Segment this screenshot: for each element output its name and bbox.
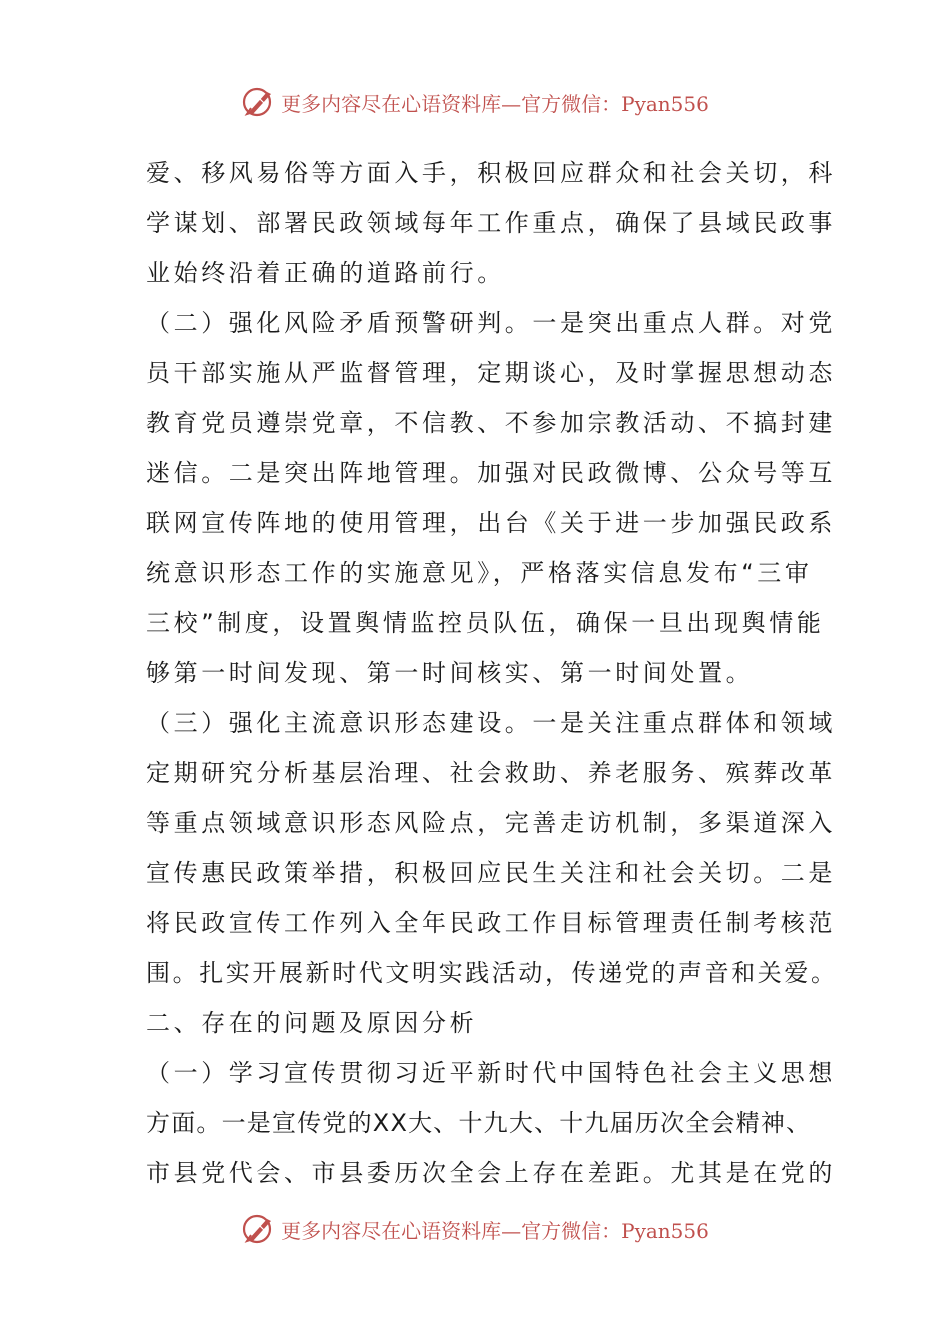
header-watermark [0, 82, 950, 122]
text-line: 宣传惠民政策举措，积极回应民生关注和社会关切。二是 [146, 859, 836, 887]
text-line: 联网宣传阵地的使用管理，出台《关于进一步加强民政系 [146, 509, 836, 537]
section-heading: （一）学习宣传贯彻习近平新时代中国特色社会主义思想 [146, 1059, 836, 1087]
section-heading: （二）强化风险矛盾预警研判。一是突出重点人群。对党 [146, 309, 836, 337]
text-line: 业始终沿着正确的道路前行。 [146, 259, 505, 287]
text-line: 员干部实施从严监督管理，定期谈心，及时掌握思想动态 [146, 359, 836, 387]
text-line: 教育党员遵崇党章，不信教、不参加宗教活动、不搞封建 [146, 409, 836, 437]
chapter-heading: 二、存在的问题及原因分析 [146, 1009, 478, 1037]
feather-pen-logo-icon [241, 1211, 277, 1247]
text-line: 爱、移风易俗等方面入手，积极回应群众和社会关切，科 [146, 159, 836, 187]
section-heading: （三）强化主流意识形态建设。一是关注重点群体和领域 [146, 709, 836, 737]
footer-watermark [0, 1209, 950, 1249]
text-line: 将民政宣传工作列入全年民政工作目标管理责任制考核范 [146, 909, 836, 937]
text-line: 统意识形态工作的实施意见》，严格落实信息发布“三审 [146, 559, 813, 587]
document-body [146, 148, 838, 1198]
text-line: 三校”制度，设置舆情监控员队伍，确保一旦出现舆情能 [146, 609, 825, 637]
text-line: 迷信。二是突出阵地管理。加强对民政微博、公众号等互 [146, 459, 836, 487]
watermark-text: 更多内容尽在心语资料库—官方微信：Pyan556 [281, 1218, 709, 1243]
text-line: 学谋划、部署民政领域每年工作重点，确保了县域民政事 [146, 209, 836, 237]
feather-pen-logo-icon [241, 84, 277, 120]
text-line: 围。扎实开展新时代文明实践活动，传递党的声音和关爱。 [146, 959, 838, 987]
text-line: 方面。一是宣传党的XX大、十九大、十九届历次全会精神、 [146, 1109, 812, 1137]
text-line: 市县党代会、市县委历次全会上存在差距。尤其是在党的 [146, 1159, 836, 1187]
text-line: 定期研究分析基层治理、社会救助、养老服务、殡葬改革 [146, 759, 836, 787]
watermark-text: 更多内容尽在心语资料库—官方微信：Pyan556 [281, 91, 709, 116]
text-line: 等重点领域意识形态风险点，完善走访机制，多渠道深入 [146, 809, 836, 837]
text-line: 够第一时间发现、第一时间核实、第一时间处置。 [146, 659, 754, 687]
